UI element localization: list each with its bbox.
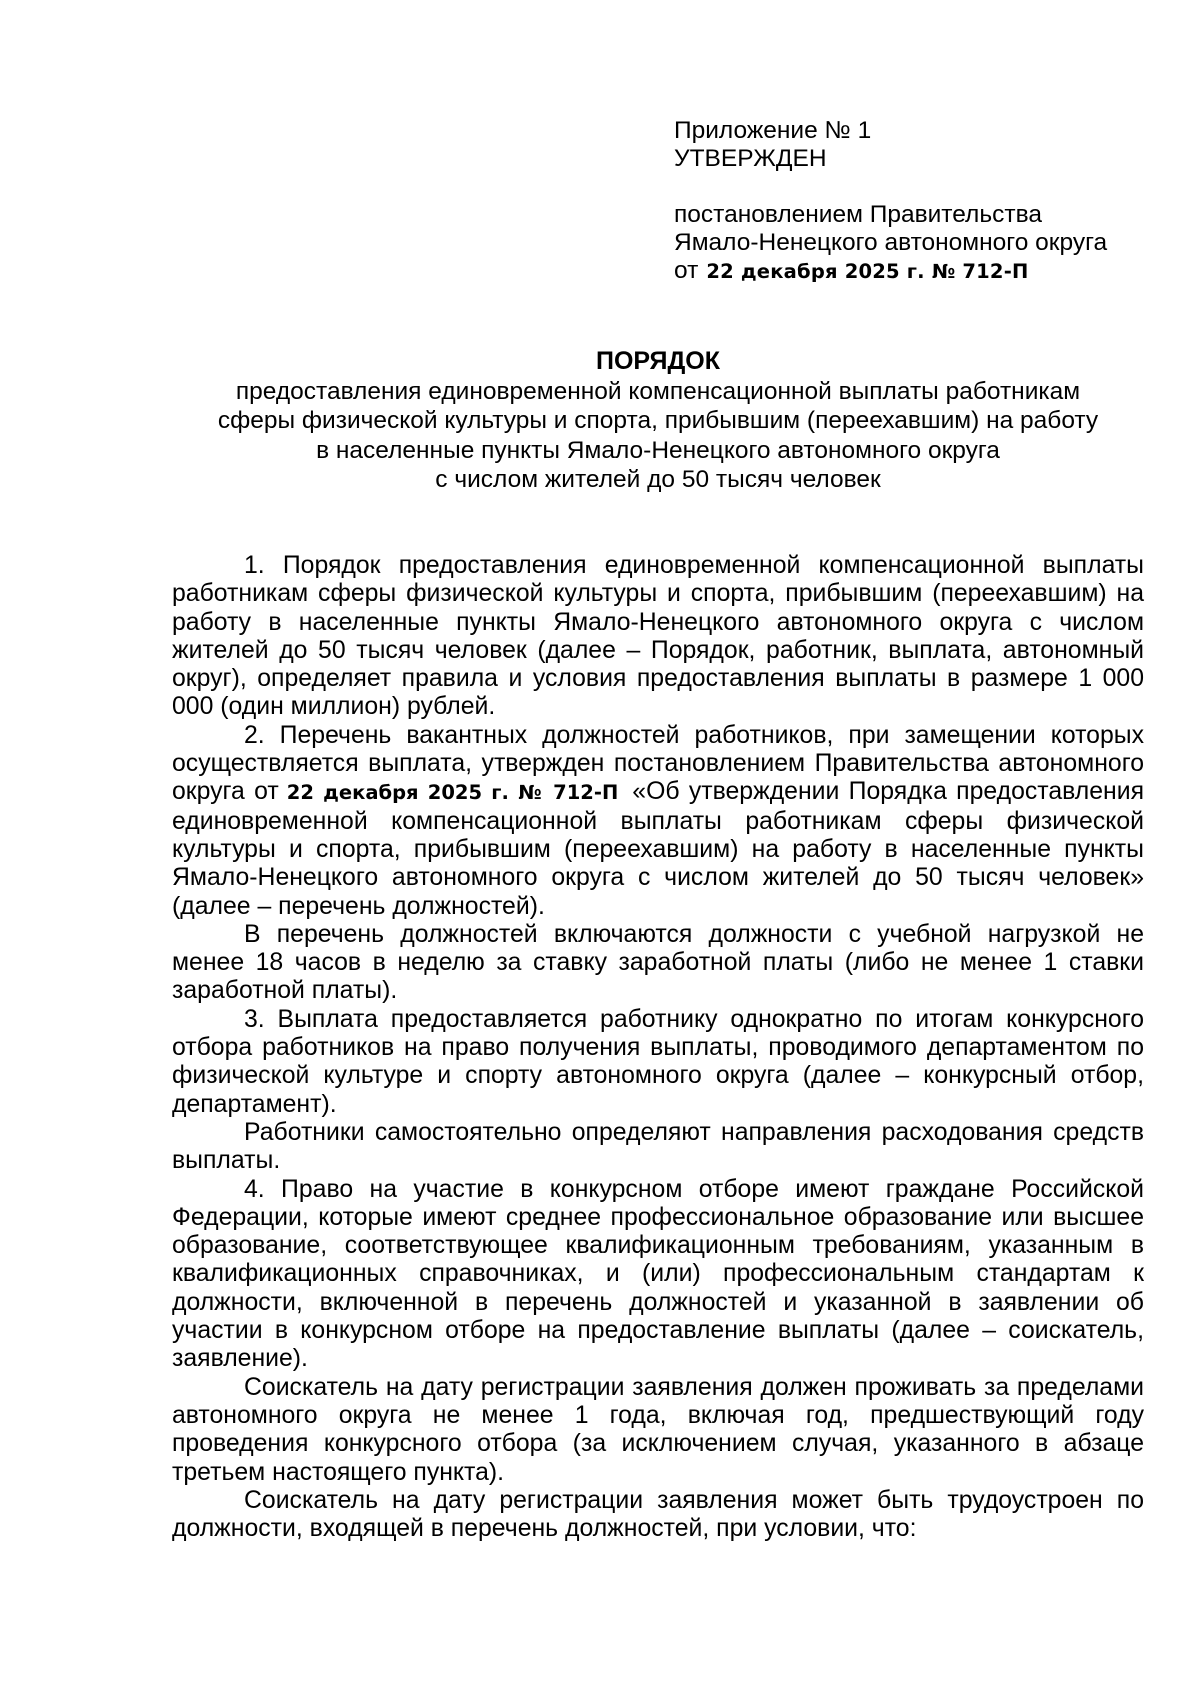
resolution-date-line <box>674 257 1194 286</box>
document-heading <box>172 347 1144 495</box>
paragraph-6: 4. Право на участие в конкурсном отборе имеют граждане Российской Федерации, которые имеют среднее профессиональное образование или высшее образование, соответствующее квалификационным требованиям, указанным в квалификационных справочниках, и (или) профессиональным стандартам к должности, включенной в перечень должностей и указанной в заявлении об участии в конкурсном отборе на предоставление выплаты (далее – соискатель, заявление). <box>172 1175 1144 1373</box>
paragraph-2 <box>172 722 1144 921</box>
document-title: ПОРЯДОК <box>596 347 720 375</box>
spacer <box>674 173 1194 201</box>
subtitle-line: предоставления единовременной компенсационной выплаты работникам <box>235 377 1081 405</box>
date-number-stamp: 22 декабря 2025 г. № 712-П <box>706 260 1029 283</box>
appendix-label: Приложение № 1 <box>674 117 872 144</box>
government-name: Ямало-Ненецкого автономного округа <box>674 229 1108 256</box>
resolution-label: постановлением Правительства <box>674 201 1042 228</box>
resolution-stamp: 22 декабря 2025 г. № 712-П <box>286 781 619 805</box>
paragraph-1: 1. Порядок предоставления единовременной компенсационной выплаты работникам сферы физической культуры и спорта, прибывшим (переехавшим) на работу в населенные пункты Ямало-Ненецкого автономного округа с числом жителей до 50 тысяч человек (далее – Порядок, работник, выплата, автономный округ), определяет правила и условия предоставления выплаты в размере 1 000 000 (один миллион) рублей. <box>172 552 1144 721</box>
paragraph-2-start: 2. Перечень вакантных должностей работников, при замещении которых осуществляется выплата, утвержден постановлением Правительства автономного округа от <box>172 721 1144 806</box>
approved-label: УТВЕРЖДЕН <box>674 145 827 172</box>
approval-block <box>674 117 1194 286</box>
document-body <box>172 552 1144 1543</box>
subtitle-line: с числом жителей до 50 тысяч человек <box>435 466 881 494</box>
subtitle-line: сферы физической культуры и спорта, прибывшим (переехавшим) на работу <box>217 407 1099 435</box>
paragraph-4: 3. Выплата предоставляется работнику однократно по итогам конкурсного отбора работников на право получения выплаты, проводимого департаментом по физической культуре и спорту автономного округа (далее – конкурсный отбор, департамент). <box>172 1005 1144 1118</box>
paragraph-8: Соискатель на дату регистрации заявления может быть трудоустроен по должности, входящей в перечень должностей, при условии, что: <box>172 1486 1144 1543</box>
date-prefix: от <box>674 257 699 284</box>
paragraph-3: В перечень должностей включаются должности с учебной нагрузкой не менее 18 часов в неделю за ставку заработной платы (либо не менее 1 ставки заработной платы). <box>172 920 1144 1005</box>
paragraph-5: Работники самостоятельно определяют направления расходования средств выплаты. <box>172 1118 1144 1175</box>
paragraph-2-end: «Об утверждении Порядка предоставления единовременной компенсационной выплаты работникам сферы физической культуры и спорта, прибывшим (переехавшим) на работу в населенные пункты Ямало-Ненецкого автономного округа с числом жителей до 50 тысяч человек» (далее – перечень должностей). <box>172 778 1144 920</box>
subtitle-line: в населенные пункты Ямало-Ненецкого автономного округа <box>316 436 1000 464</box>
paragraph-7: Соискатель на дату регистрации заявления должен проживать за пределами автономного округа не менее 1 года, включая год, предшествующий году проведения конкурсного отбора (за исключением случая, указанного в абзаце третьем настоящего пункта). <box>172 1373 1144 1486</box>
